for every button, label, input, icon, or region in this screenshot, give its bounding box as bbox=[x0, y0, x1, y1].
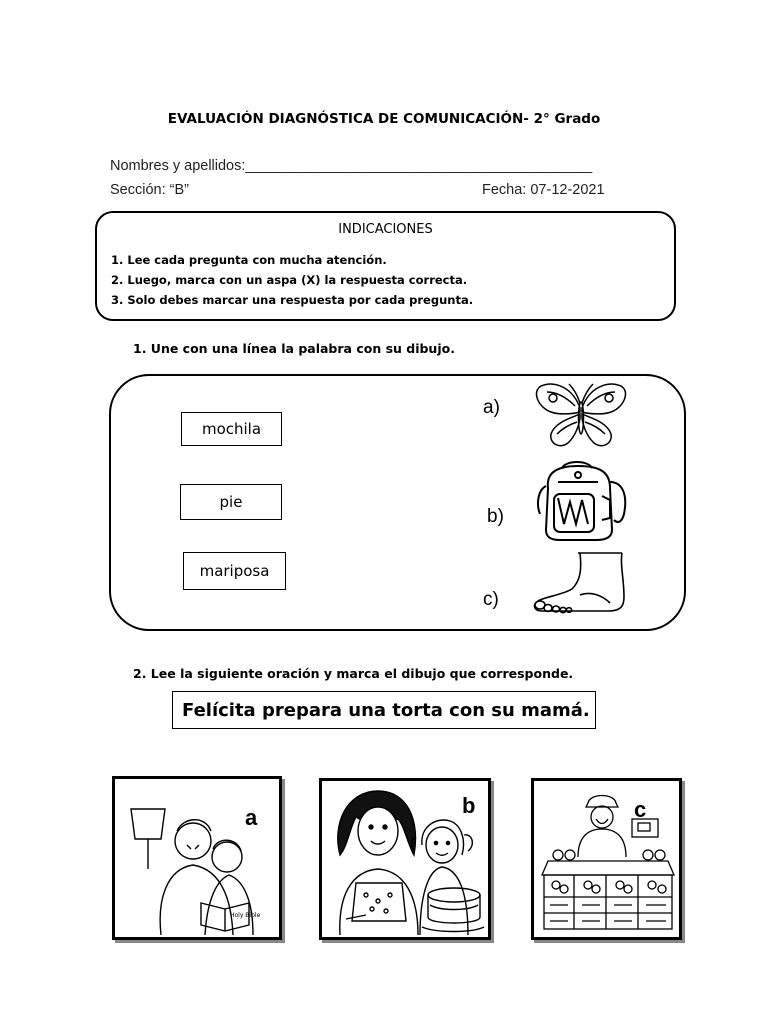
sentence-box: Felícita prepara una torta con su mamá. bbox=[172, 691, 596, 729]
picture-option-a[interactable] bbox=[112, 776, 282, 940]
instructions-heading: INDICACIONES bbox=[338, 222, 433, 237]
instruction-item: 1. Lee cada pregunta con mucha atención. bbox=[111, 253, 387, 267]
question-2-prompt: 2. Lee la siguiente oración y marca el dibujo que corresponde. bbox=[133, 666, 574, 681]
butterfly-icon[interactable] bbox=[533, 378, 629, 456]
picture-label-c: c bbox=[634, 797, 647, 822]
word-pie[interactable]: pie bbox=[180, 484, 282, 520]
question-1-prompt: 1. Une con una línea la palabra con su dibujo. bbox=[133, 341, 455, 356]
option-label-b: b) bbox=[487, 506, 504, 527]
section-label: Sección: “B” bbox=[110, 182, 189, 198]
instruction-item: 3. Solo debes marcar una respuesta por cada pregunta. bbox=[111, 293, 474, 307]
mother-daughter-cake-icon bbox=[326, 785, 486, 935]
picture-label-b: b bbox=[462, 793, 476, 818]
grocer-stall-icon bbox=[538, 785, 678, 935]
picture-label-a: a bbox=[245, 805, 258, 830]
foot-icon[interactable] bbox=[530, 549, 626, 619]
name-field-label: Nombres y apellidos:___________________________________________ bbox=[110, 158, 593, 174]
option-label-c: c) bbox=[483, 589, 499, 610]
book-text: Holy Bible bbox=[230, 912, 261, 919]
instruction-item: 2. Luego, marca con un aspa (X) la respuesta correcta. bbox=[111, 273, 468, 287]
backpack-icon[interactable] bbox=[528, 458, 632, 542]
word-mochila[interactable]: mochila bbox=[181, 412, 282, 446]
page-title: EVALUACIÓN DIAGNÓSTICA DE COMUNICACIÓN- 2° Grado bbox=[167, 111, 601, 127]
date-label: Fecha: 07-12-2021 bbox=[482, 182, 605, 198]
picture-option-b[interactable] bbox=[319, 778, 491, 940]
father-son-reading-icon bbox=[121, 799, 271, 935]
picture-option-c[interactable] bbox=[531, 778, 682, 940]
word-mariposa[interactable]: mariposa bbox=[183, 552, 286, 590]
option-label-a: a) bbox=[483, 397, 500, 418]
